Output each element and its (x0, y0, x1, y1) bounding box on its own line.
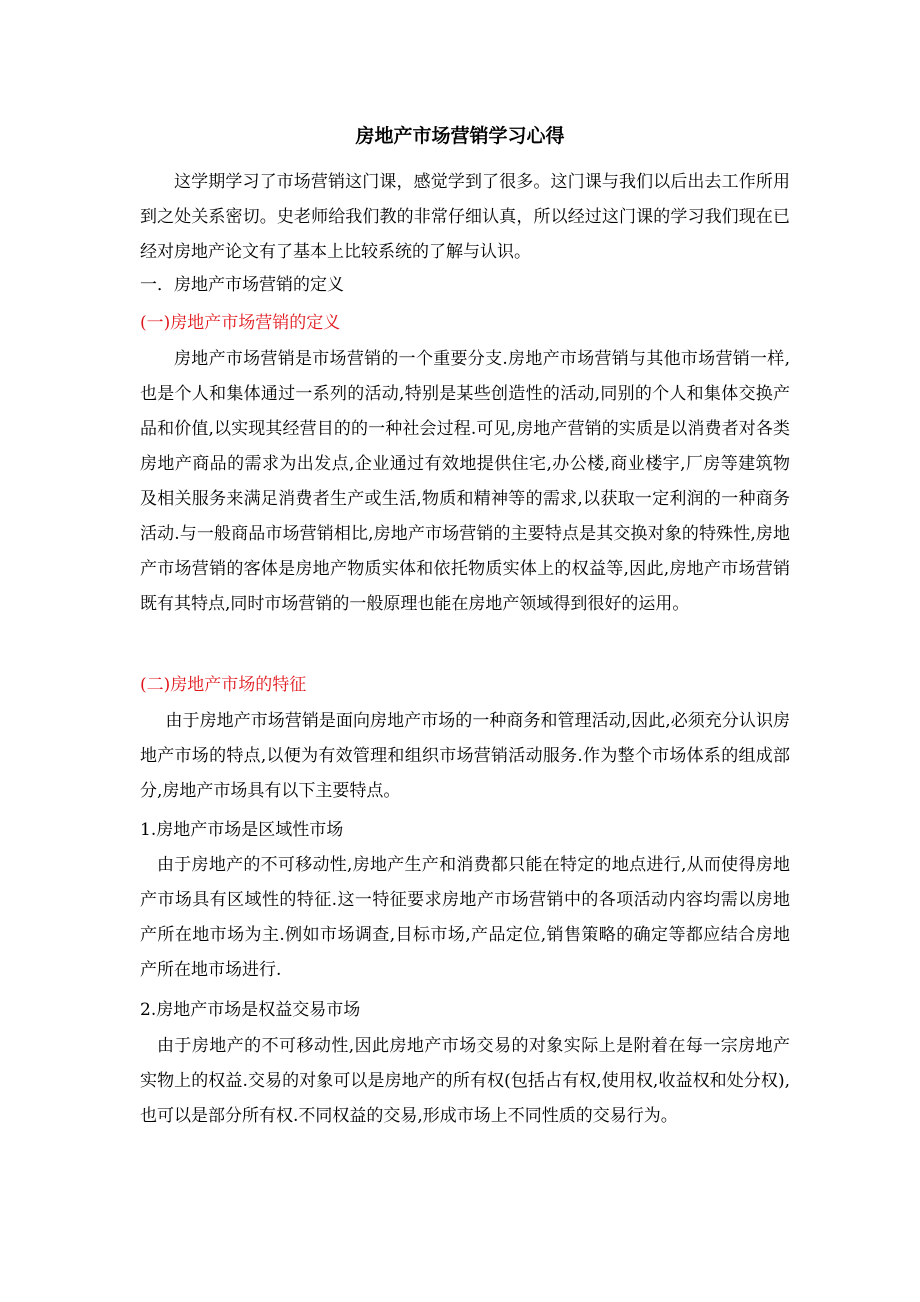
point-body-1: 由于房地产的不可移动性,房地产生产和消费都只能在特定的地点进行,从而使得房地产市场具有区域性的特征.这一特征要求房地产市场营销中的各项活动内容均需以房地产所在地市场为主.例如市场调查,目标市场,产品定位,销售策略的确定等都应结合房地产所在地市场进行. (140, 855, 790, 980)
intro-paragraph: 这学期学习了市场营销这门课，感觉学到了很多。这门课与我们以后出去工作所用到之处关系密切。史老师给我们教的非常仔细认真，所以经过这门课的学习我们现在已经对房地产论文有了基本上比较系统的了解与认识。 (140, 172, 790, 262)
section-heading-1: 一．房地产市场营销的定义 (140, 275, 344, 295)
point-heading-2: 2.房地产市场是权益交易市场 (140, 1000, 361, 1020)
subsection-body-1: 房地产市场营销是市场营销的一个重要分支.房地产市场营销与其他市场营销一样,也是个人和集体通过一系列的活动,特别是某些创造性的活动,同别的个人和集体交换产品和价值,以实现其经营目的的一种社会过程.可见,房地产营销的实质是以消费者对各类房地产商品的需求为出发点,企业通过有效地提供住宅,办公楼,商业楼宇,厂房等建筑物及相关服务来满足消费者生产或生活,物质和精神等的需求,以获取一定利润的一种商务活动.与一般商品市场营销相比,房地产市场营销的主要特点是其交换对象的特殊性,房地产市场营销的客体是房地产物质实体和依托物质实体上的权益等,因此,房地产市场营销既有其特点,同时市场营销的一般原理也能在房地产领域得到很好的运用。 (140, 349, 790, 614)
subsection-heading-1: (一)房地产市场营销的定义 (140, 313, 341, 333)
point-body-2: 由于房地产的不可移动性,因此房地产市场交易的对象实际上是附着在每一宗房地产实物上的权益.交易的对象可以是房地产的所有权(包括占有权,使用权,收益权和处分权),也可以是部分所有权.不同权益的交易,形成市场上不同性质的交易行为。 (140, 1036, 790, 1126)
document-title: 房地产市场营销学习心得 (355, 125, 565, 147)
subsection-body-2: 由于房地产市场营销是面向房地产市场的一种商务和管理活动,因此,必须充分认识房地产市场的特点,以便为有效管理和组织市场营销活动服务.作为整个市场体系的组成部分,房地产市场具有以下主要特点。 (140, 711, 790, 801)
subsection-heading-2: (二)房地产市场的特征 (140, 675, 307, 695)
point-heading-1: 1.房地产市场是区域性市场 (140, 820, 344, 840)
